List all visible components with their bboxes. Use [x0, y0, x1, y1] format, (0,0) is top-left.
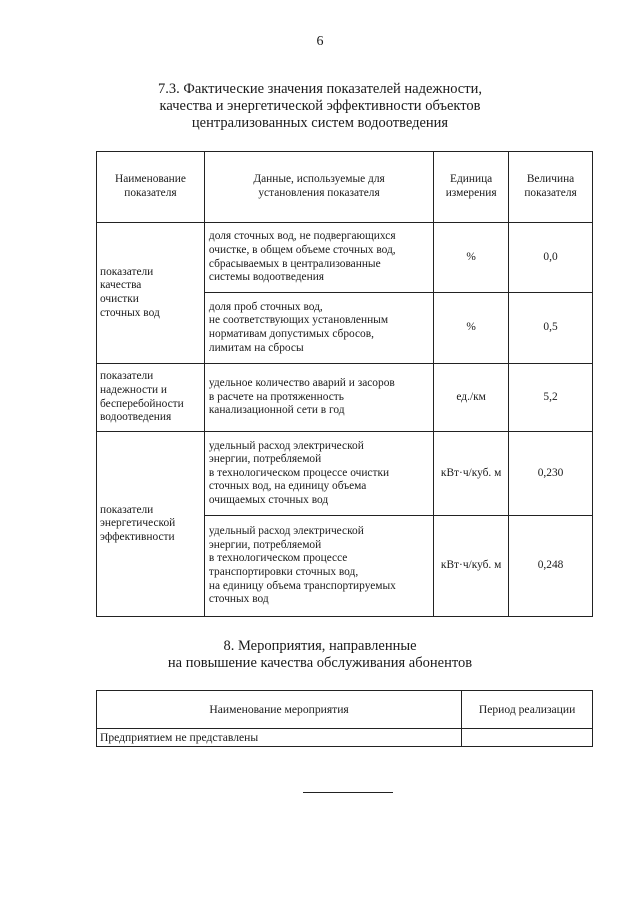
- value-cell: 0,248: [509, 516, 593, 617]
- title-line: 7.3. Фактические значения показателей надежности,: [158, 81, 482, 97]
- indicator-group-name: показатели качества очистки сточных вод: [97, 223, 205, 364]
- value-cell: 5,2: [509, 364, 593, 432]
- table-header-row: [97, 152, 593, 223]
- unit-cell: кВт·ч/куб. м: [434, 432, 509, 516]
- table-row: [97, 364, 593, 432]
- indicator-description: доля сточных вод, не подвергающихся очистке, в общем объеме сточных вод, сбрасываемых в централизованные системы водоотведения: [204, 223, 433, 293]
- table-row: [97, 223, 593, 293]
- unit-cell: ед./км: [434, 364, 509, 432]
- indicator-group-name: показатели энергетической эффективности: [97, 432, 205, 617]
- title-line: 8. Мероприятия, направленные: [223, 638, 417, 654]
- title-line: централизованных систем водоотведения: [191, 115, 449, 131]
- title-line: качества и энергетической эффективности объектов: [159, 98, 481, 114]
- indicator-group-name: показатели надежности и бесперебойности водоотведения: [97, 364, 205, 432]
- page-number: 6: [316, 34, 324, 49]
- header-data: Данные, используемые для установления показателя: [204, 152, 433, 223]
- measure-cell: Предприятием не представлены: [97, 729, 462, 747]
- signature-line: [303, 792, 393, 793]
- header-value: Величина показателя: [509, 152, 593, 223]
- value-cell: 0,0: [509, 223, 593, 293]
- header-unit: Единица измерения: [434, 152, 509, 223]
- indicators-table: [96, 151, 593, 617]
- indicator-description: удельный расход электрической энергии, потребляемой в технологическом процессе очистки сточных вод, на единицу объема очищаемых сточных вод: [204, 432, 433, 516]
- unit-cell: %: [434, 223, 509, 293]
- table-row: [97, 729, 593, 747]
- period-cell: [462, 729, 593, 747]
- header-name: Наименование показателя: [97, 152, 205, 223]
- indicator-description: удельный расход электрической энергии, потребляемой в технологическом процессе транспортировки сточных вод, на единицу объема транспортируемых сточных вод: [204, 516, 433, 617]
- indicator-description: удельное количество аварий и засоров в расчете на протяженность канализационной сети в год: [204, 364, 433, 432]
- header-period: Период реализации: [462, 691, 593, 729]
- measures-table: [96, 690, 593, 747]
- title-line: на повышение качества обслуживания абонентов: [167, 655, 473, 671]
- unit-cell: %: [434, 293, 509, 364]
- table-row: [97, 432, 593, 516]
- indicator-description: доля проб сточных вод, не соответствующих установленным нормативам допустимых сбросов, лимитам на сбросы: [204, 293, 433, 364]
- value-cell: 0,230: [509, 432, 593, 516]
- unit-cell: кВт·ч/куб. м: [434, 516, 509, 617]
- table-header-row: [97, 691, 593, 729]
- value-cell: 0,5: [509, 293, 593, 364]
- section-8-title: [0, 638, 640, 672]
- section-7-3-title: [0, 81, 640, 132]
- header-measure: Наименование мероприятия: [97, 691, 462, 729]
